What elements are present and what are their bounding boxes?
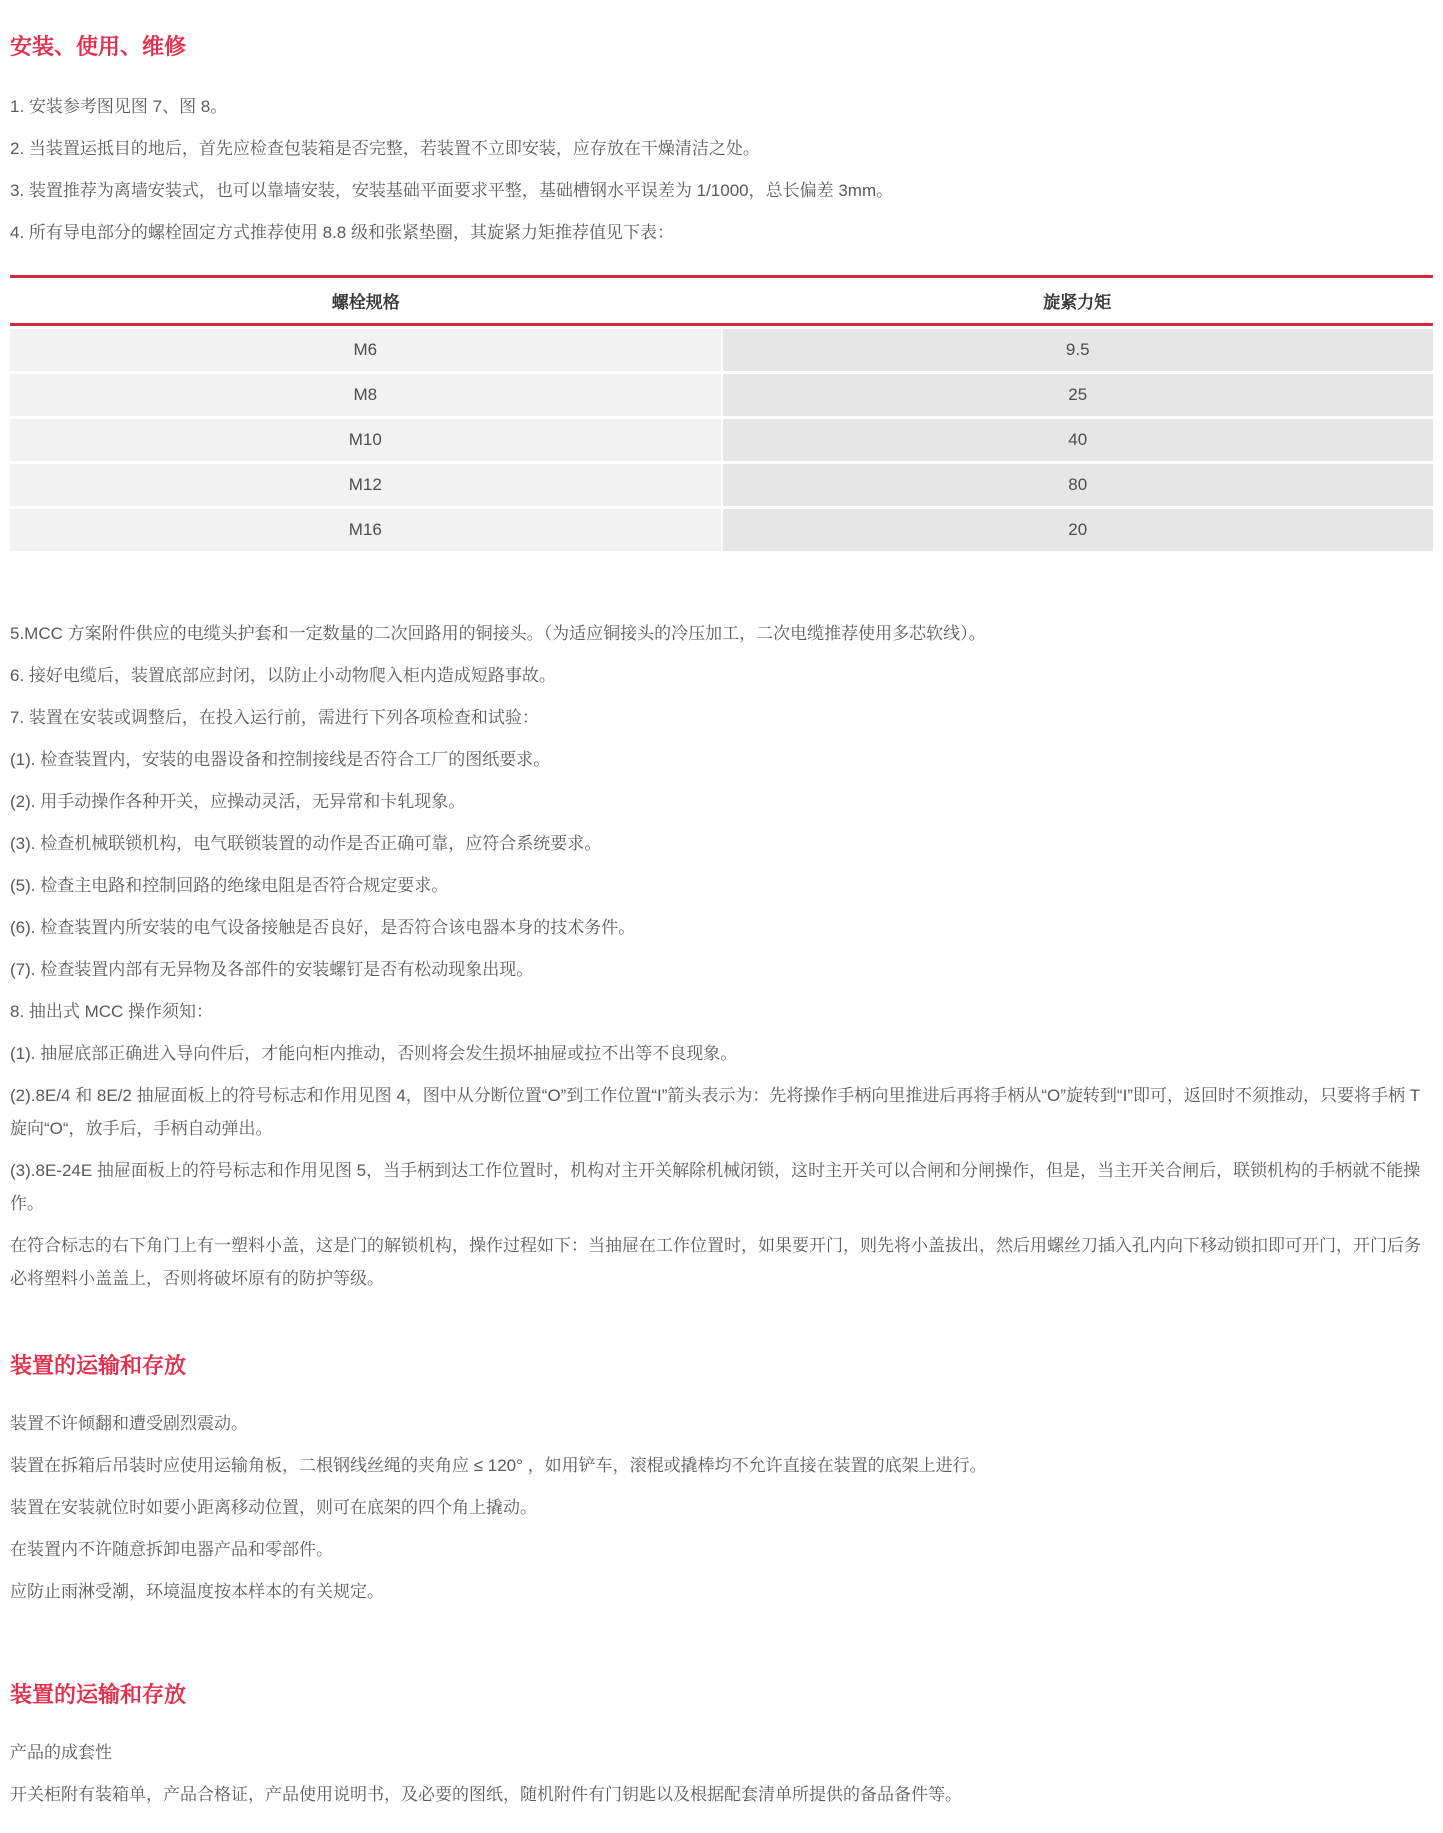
table-header-cell: 旋紧力矩 (1043, 293, 1112, 312)
table-row (10, 374, 1433, 416)
list-item: (7). 检查装置内部有无异物及各部件的安装螺钉是否有松动现象出现。 (10, 960, 534, 979)
table-cell: 20 (723, 509, 1434, 551)
list-item: (3).8E-24E 抽屉面板上的符号标志和作用见图 5，当手柄到达工作位置时，机构对主开关解除机械闭锁，这时主开关可以合闸和分闸操作，但是，当主开关合闸后，联锁机构的手柄就不能操作。 (10, 1161, 1421, 1213)
transport-storage-list (10, 1407, 1433, 1608)
list-item: 装置在安装就位时如要小距离移动位置，则可在底架的四个角上撬动。 (10, 1498, 537, 1517)
list-item: 3. 装置推荐为离墙安装式，也可以靠墙安装，安装基础平面要求平整，基础槽钢水平误差为 1/1000，总长偏差 3mm。 (10, 181, 894, 200)
table-cell: M12 (10, 464, 721, 506)
section-title-installation: 安装、使用、维修 (10, 34, 187, 59)
table-cell: 25 (723, 374, 1434, 416)
list-item: 在装置内不许随意拆卸电器产品和零部件。 (10, 1540, 333, 1559)
list-item: 1. 安装参考图见图 7、图 8。 (10, 97, 228, 116)
completeness-list (10, 1736, 1433, 1811)
table-row (10, 509, 1433, 551)
list-item: 在符合标志的右下角门上有一塑料小盖，这是门的解锁机构，操作过程如下：当抽屉在工作位置时，如果要开门，则先将小盖拔出，然后用螺丝刀插入孔内向下移动锁扣即可开门，开门后务必将塑料小盖盖上，否则将破坏原有的防护等级。 (10, 1236, 1421, 1288)
table-row (10, 464, 1433, 506)
table-header-cell: 螺栓规格 (331, 293, 400, 312)
table-cell: M10 (10, 419, 721, 461)
list-item: 产品的成套性 (10, 1743, 112, 1762)
table-cell: 40 (723, 419, 1434, 461)
list-item: (5). 检查主电路和控制回路的绝缘电阻是否符合规定要求。 (10, 876, 449, 895)
list-item: 4. 所有导电部分的螺栓固定方式推荐使用 8.8 级和张紧垫圈，其旋紧力矩推荐值见下表： (10, 223, 674, 242)
torque-table (10, 275, 1433, 551)
torque-table-header-row (10, 278, 1433, 326)
table-row (10, 329, 1433, 371)
installation-intro-list (10, 90, 1433, 249)
list-item: (1). 抽屉底部正确进入导向件后，才能向柜内推动，否则将会发生损坏抽屉或拉不出等不良现象。 (10, 1044, 738, 1063)
list-item: 5.MCC 方案附件供应的电缆头护套和一定数量的二次回路用的铜接头。（为适应铜接头的冷压加工，二次电缆推荐使用多芯软线）。 (10, 624, 986, 643)
table-row (10, 419, 1433, 461)
installation-procedure-list (10, 617, 1433, 1295)
list-item: 2. 当装置运抵目的地后，首先应检查包装箱是否完整，若装置不立即安装，应存放在干燥清洁之处。 (10, 139, 760, 158)
list-item: 装置不许倾翻和遭受剧烈震动。 (10, 1414, 248, 1433)
list-item: 应防止雨淋受潮，环境温度按本样本的有关规定。 (10, 1582, 384, 1601)
table-cell: 9.5 (723, 329, 1434, 371)
list-item: 8. 抽出式 MCC 操作须知： (10, 1002, 214, 1021)
list-item: (2).8E/4 和 8E/2 抽屉面板上的符号标志和作用见图 4，图中从分断位置“O”到工作位置“I”箭头表示为：先将操作手柄向里推进后再将手柄从“O”旋转到“I”即可，返回时不须推动，只要将手柄 T 旋向“O“，放手后，手柄自动弹出。 (10, 1086, 1420, 1138)
list-item: (2). 用手动操作各种开关，应操动灵活，无异常和卡轧现象。 (10, 792, 466, 811)
section-title-completeness: 装置的运输和存放 (10, 1682, 187, 1707)
section-title-transport-storage: 装置的运输和存放 (10, 1353, 187, 1378)
list-item: 装置在拆箱后吊装时应使用运输角板，二根钢线丝绳的夹角应 ≤ 120° ，如用铲车，滚棍或撬棒均不允许直接在装置的底架上进行。 (10, 1456, 987, 1475)
table-cell: M8 (10, 374, 721, 416)
list-item: 6. 接好电缆后，装置底部应封闭，以防止小动物爬入柜内造成短路事故。 (10, 666, 556, 685)
list-item: (3). 检查机械联锁机构，电气联锁装置的动作是否正确可靠，应符合系统要求。 (10, 834, 602, 853)
list-item: 7. 装置在安装或调整后，在投入运行前，需进行下列各项检查和试验： (10, 708, 539, 727)
table-cell: 80 (723, 464, 1434, 506)
table-cell: M16 (10, 509, 721, 551)
list-item: (1). 检查装置内，安装的电器设备和控制接线是否符合工厂的图纸要求。 (10, 750, 551, 769)
list-item: (6). 检查装置内所安装的电气设备接触是否良好，是否符合该电器本身的技术务件。 (10, 918, 636, 937)
list-item: 开关柜附有装箱单，产品合格证，产品使用说明书，及必要的图纸，随机附件有门钥匙以及根据配套清单所提供的备品备件等。 (10, 1785, 962, 1804)
table-cell: M6 (10, 329, 721, 371)
